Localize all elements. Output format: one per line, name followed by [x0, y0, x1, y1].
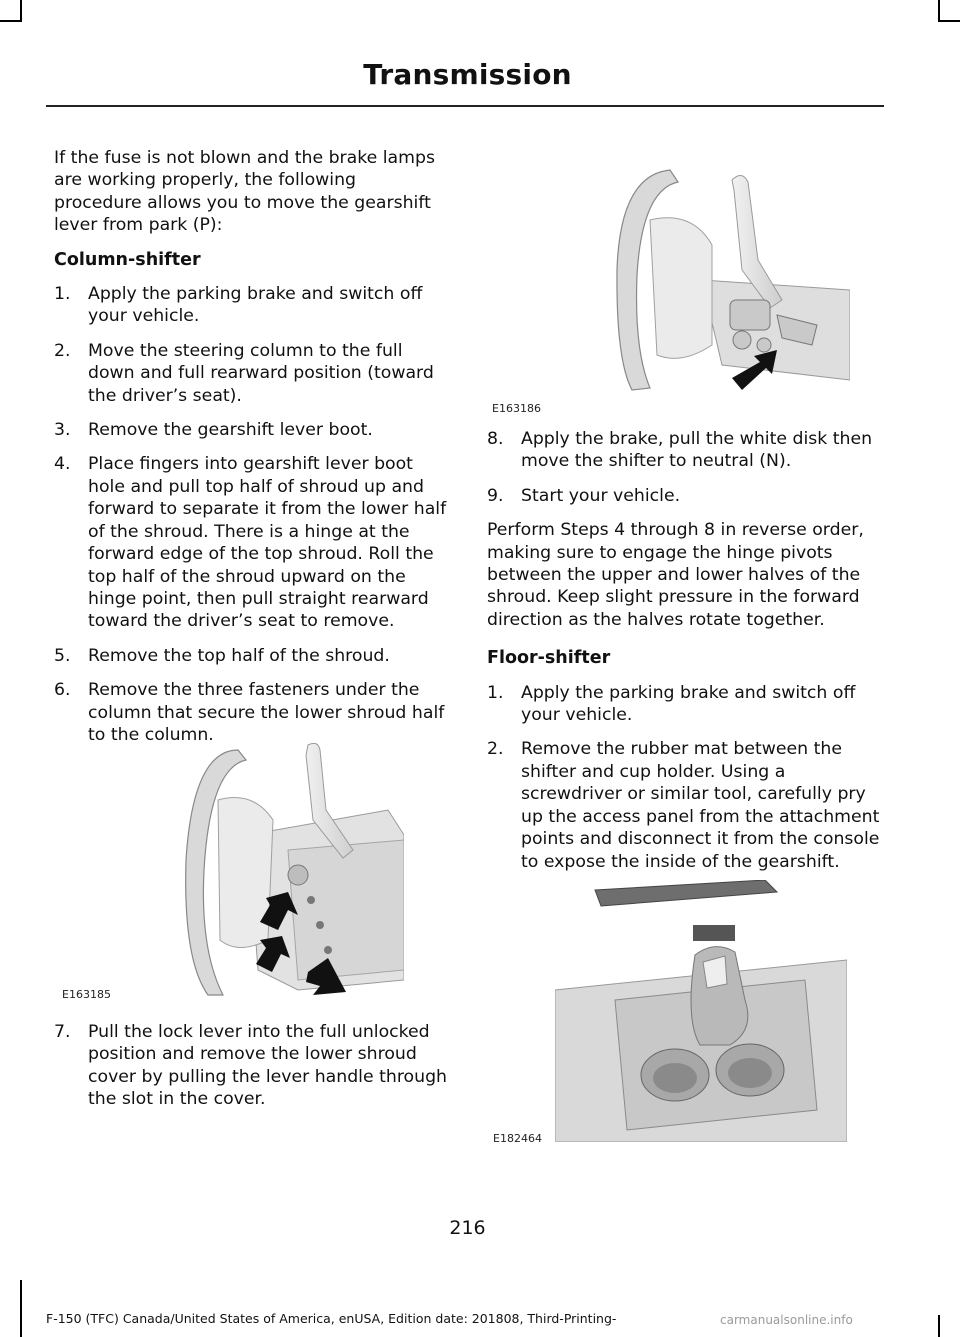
right-column [487, 428, 882, 885]
figure-code: E163186 [492, 402, 541, 415]
step-text: Remove the gearshift lever boot. [88, 420, 373, 441]
step-number: 4. [54, 454, 71, 475]
figure-steering-column-lock-lever [492, 150, 850, 415]
crop-mark [20, 0, 22, 22]
step-number: 7. [54, 1022, 71, 1042]
crop-mark [20, 1280, 22, 1337]
step-text: Pull the lock lever into the full unlocked position and remove the lower shroud cover by pulling the lever handle through the slot in the cover. [88, 1022, 447, 1110]
page-number: 216 [449, 1217, 486, 1239]
step-text: Apply the parking brake and switch off your vehicle. [521, 682, 856, 726]
step-number: 2. [487, 739, 504, 760]
figure-code: E182464 [493, 1132, 542, 1145]
step-number: 3. [54, 420, 71, 441]
figure-steering-column-fasteners [62, 740, 404, 1002]
list-item [487, 682, 882, 727]
reverse-order-note: Perform Steps 4 through 8 in reverse order, making sure to engage the hinge pivots between the upper and lower halves of the shroud. Keep slight pressure in the forward direction as the halves rotate together. [487, 520, 864, 630]
page-title: Transmission [363, 58, 572, 91]
figure-code: E163185 [62, 988, 111, 1001]
steering-column-lever-illustration [612, 150, 850, 400]
list-item [54, 340, 448, 407]
step-number: 6. [54, 680, 71, 701]
figure-floor-shifter-console [493, 880, 847, 1145]
list-item [54, 419, 448, 441]
crop-mark [938, 1315, 940, 1337]
step-number: 8. [487, 429, 504, 449]
section-heading-column-shifter: Column-shifter [54, 249, 201, 270]
list-item [487, 738, 882, 872]
list-item [487, 428, 882, 473]
step-text: Remove the three fasteners under the column that secure the lower shroud half to the column. [88, 680, 445, 745]
list-item [54, 283, 448, 328]
steering-column-illustration [178, 740, 404, 1002]
list-item [54, 645, 448, 667]
header-divider [46, 105, 884, 107]
step-text: Apply the brake, pull the white disk then move the shifter to neutral (N). [521, 429, 873, 472]
step-7 [54, 1021, 448, 1123]
step-number: 1. [54, 284, 71, 305]
watermark: carmanualsonline.info [720, 1313, 853, 1327]
left-column [54, 147, 448, 758]
step-text: Remove the top half of the shroud. [88, 645, 390, 666]
step-text: Start your vehicle. [521, 485, 681, 506]
step-text: Move the steering column to the full down and full rearward position (toward the driver’s seat). [88, 340, 434, 406]
step-number: 5. [54, 645, 71, 666]
step-text: Place fingers into gearshift lever boot hole and pull top half of shroud up and forward to separate it from the lower half of the shroud. There is a hinge at the forward edge of the top shroud. Roll the top half of the shroud upward on the hinge point, then pull straight rearward toward the driver’s seat to remove. [88, 454, 447, 632]
step-text: Remove the rubber mat between the shifter and cup holder. Using a screwdriver or similar tool, carefully pry up the access panel from the attachment points and disconnect it from the console to expose the inside of the gearshift. [521, 739, 880, 872]
list-item [487, 485, 882, 507]
step-text: Apply the parking brake and switch off your vehicle. [88, 284, 423, 327]
step-number: 9. [487, 485, 504, 506]
step-number: 1. [487, 682, 504, 703]
section-heading-floor-shifter: Floor-shifter [487, 648, 611, 669]
intro-paragraph: If the fuse is not blown and the brake lamps are working properly, the following procedure allows you to move the gearshift lever from park (P): [54, 148, 435, 236]
list-item [54, 453, 448, 632]
edition-info: F-150 (TFC) Canada/United States of America, enUSA, Edition date: 201808, Third-Printing- [46, 1311, 617, 1326]
crop-mark [938, 20, 960, 22]
list-item [54, 679, 448, 746]
step-number: 2. [54, 340, 71, 361]
crop-mark [0, 20, 22, 22]
list-item [54, 1021, 448, 1111]
crop-mark [938, 0, 940, 22]
floor-console-illustration [555, 880, 847, 1142]
